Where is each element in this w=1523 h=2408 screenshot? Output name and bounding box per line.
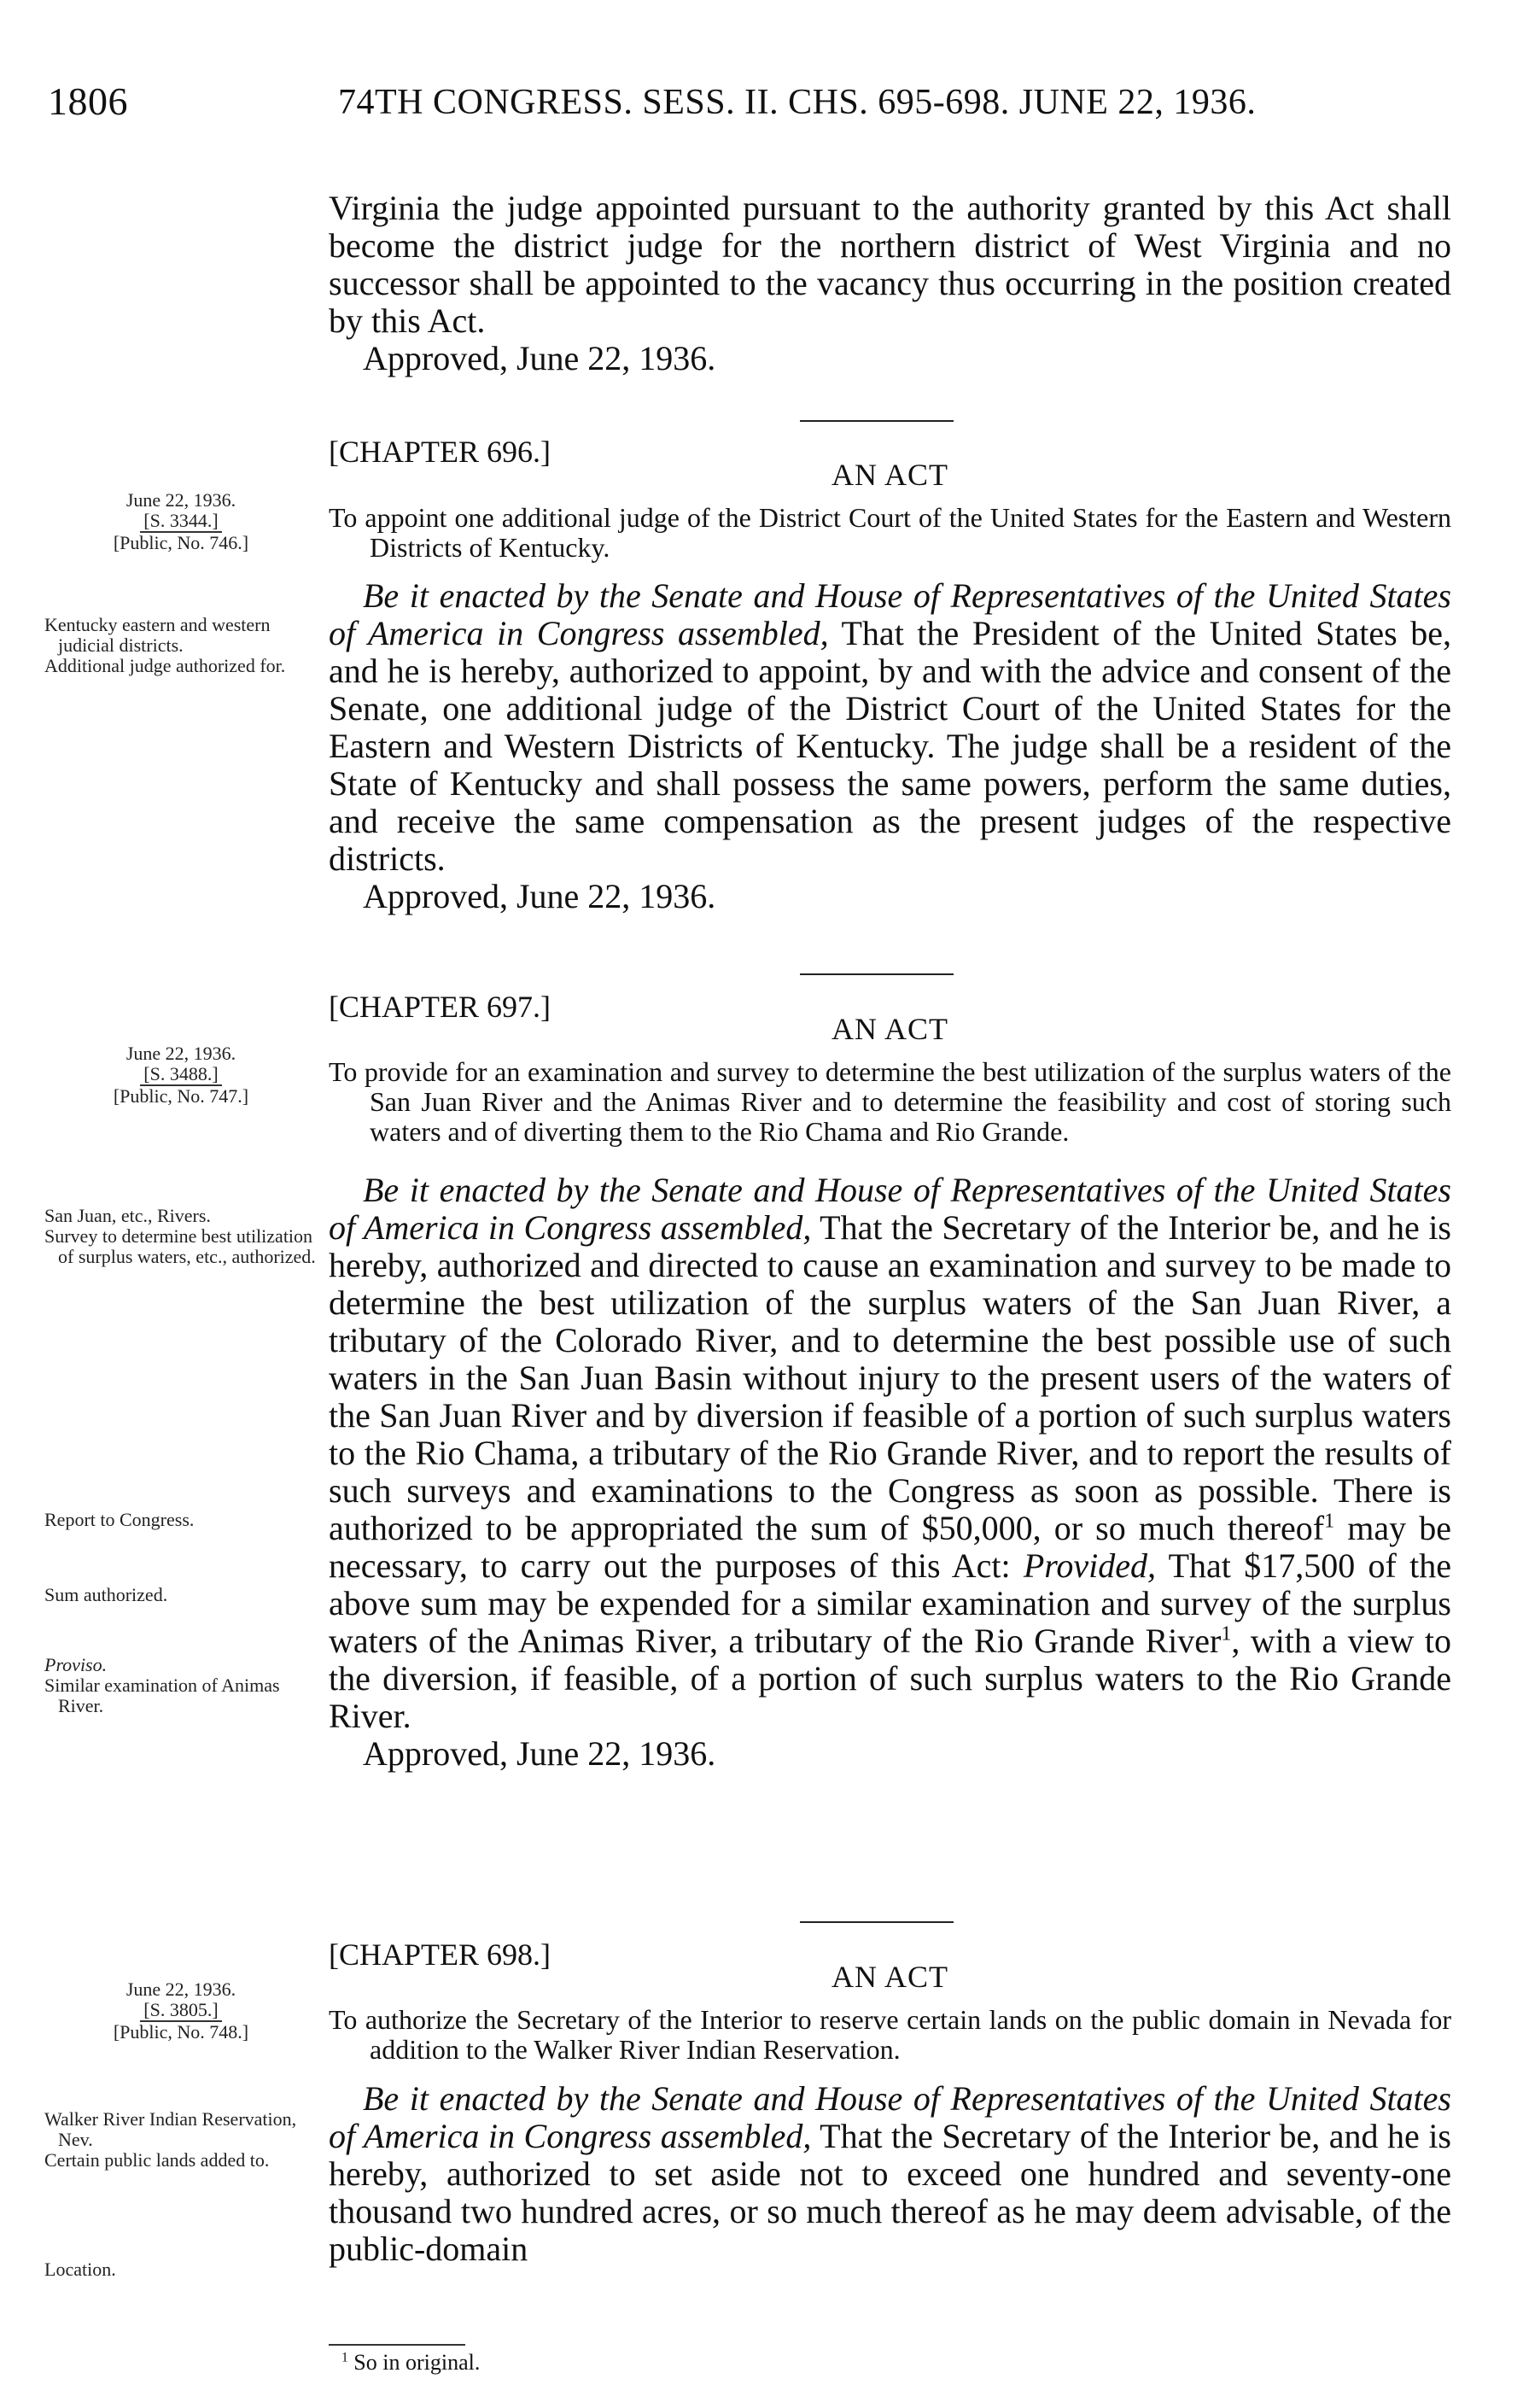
act-title: To appoint one additional judge of the District Court of the United States for the Eastern and Western Districts of Kentucky. [329,502,1451,563]
continuation-paragraph: Virginia the judge appointed pursuant to the authority granted by this Act shall become the district judge for the northern district of West Virginia and no successor shall be appointed to the vacancy thus occurring in the position created by this Act. [329,189,1451,340]
margin-note: San Juan, etc., Rivers. [44,1205,211,1226]
an-act-label: AN ACT [831,1012,948,1046]
margin-note: Similar examination of Animas River. [44,1674,280,1716]
margin-notes [44,2109,318,2171]
margin-citation [44,1979,318,2043]
act-title: To provide for an examination and survey to determine the best utilization of the surplus waters of the San Juan River and the Animas River and to determine the feasibility and cost of storing such waters and of diverting them to the Rio Chama and Rio Grande. [329,1056,1451,1147]
section-text: That the Secretary of the Interior be, and he is hereby, authorized to set aside not to exceed one hundred and seventy-one thousand two hundred acres, or so much thereof as he may deem advisable, of the public-domain [329,2117,1452,2268]
section-rule [800,420,954,422]
proviso-word: Provided, [1023,1546,1157,1585]
margin-date: June 22, 1936. [125,1978,236,2000]
an-act-row [329,1011,1451,1045]
chapter-label: [CHAPTER 698.] [329,1938,551,1972]
enacting-clause: Be it enacted by the Senate and House of Representatives of the United States of America in Congress assembled, [329,2079,1451,2155]
margin-public-law: [Public, No. 746.] [113,532,249,553]
chapter-label: [CHAPTER 696.] [329,435,551,469]
footnote-text: So in original. [353,2350,481,2375]
approved-line: Approved, June 22, 1936. [363,339,716,377]
running-header [48,79,1448,130]
margin-note: Sum authorized. [44,1584,168,1605]
enacting-clause: Be it enacted by the Senate and House of Representatives of the United States of America in Congress assembled, [329,1171,1451,1247]
footnote-mark: 1 [1324,1510,1335,1533]
margin-notes [44,615,318,676]
enacting-paragraph [329,577,1451,878]
margin-citation [44,1043,318,1107]
continuation-block [329,190,1451,377]
margin-notes [44,1655,318,1716]
enacting-paragraph [329,1172,1451,1735]
act-title: To authorize the Secretary of the Interior to reserve certain lands on the public domain in Nevada for addition to the Walker River Indian Reservation. [329,2004,1451,2065]
section-text: , with a view to the diversion, if feasible, of a portion of such surplus waters to the Rio Grande River. [329,1622,1452,1735]
margin-bill-number: [S. 3344.] [140,511,221,533]
margin-notes [44,1206,318,1267]
running-head-text: 74TH CONGRESS. SESS. II. CHS. 695-698. JUNE 22, 1936. [338,83,1257,122]
section-text: may be necessary, to carry out the purposes of this Act: [329,1509,1452,1585]
margin-note: Survey to determine best utilization of surplus waters, etc., authorized. [44,1225,316,1267]
margin-note: Certain public lands added to. [44,2149,270,2171]
section-rule [800,1921,954,1923]
margin-public-law: [Public, No. 747.] [113,1085,249,1107]
approved-line: Approved, June 22, 1936. [363,877,716,915]
margin-note: Additional judge authorized for. [44,655,286,676]
an-act-row [329,1959,1451,1993]
margin-note: Report to Congress. [44,1509,195,1530]
enacting-clause: Be it enacted by the Senate and House of Representatives of the United States of America in Congress assembled, [329,576,1451,652]
section-rule [800,973,954,975]
footnote-mark: 1 [341,2350,348,2365]
margin-date: June 22, 1936. [125,1043,236,1064]
footnote [341,2350,480,2376]
section-text: That the Secretary of the Interior be, and he is hereby, authorized and directed to cause an examination and survey to be made to determine the best utilization of the surplus waters of the San Juan River, a tributary of the Colorado River, and to determine the best possible use of such waters in the San Juan Basin without injury to the present users of the waters of the San Juan River and by diversion if feasible of a portion of such surplus waters to the Rio Chama, a tributary of the Rio Grande River, and to report the results of such surveys and examinations to the Congress as soon as possible. There is authorized to be appropriated the sum of $50,000, or so much thereof [329,1208,1452,1547]
margin-note: Proviso. [44,1654,108,1675]
footnote-mark: 1 [1221,1622,1232,1645]
an-act-label: AN ACT [831,1960,948,1994]
footnote-rule [329,2344,465,2346]
page-number: 1806 [48,79,128,123]
section-text: That $17,500 of the above sum may be expended for a similar examination and survey of the surplus waters of the Animas River, a tributary of the Rio Grande River [329,1546,1452,1660]
chapter-label: [CHAPTER 697.] [329,990,551,1024]
margin-note: Location. [44,2259,116,2280]
margin-bill-number: [S. 3488.] [140,1064,221,1086]
enacting-paragraph [329,2080,1451,2268]
margin-date: June 22, 1936. [125,489,236,511]
an-act-row [329,457,1451,491]
chapter-698-text [329,2080,1451,2268]
margin-citation [44,490,318,553]
chapter-697-text [329,1172,1451,1773]
margin-note: Walker River Indian Reservation, Nev. [44,2108,297,2150]
section-text: That the President of the United States be, and he is hereby, authorized to appoint, by and with the advice and consent of the Senate, one additional judge of the District Court of the United States for the Eastern and Western Districts of Kentucky. The judge shall be a resident of the State of Kentucky and shall possess the same powers, perform the same duties, and receive the same compensation as the present judges of the respective districts. [329,614,1451,878]
an-act-label: AN ACT [831,458,948,492]
chapter-696-text [329,577,1451,915]
margin-public-law: [Public, No. 748.] [113,2021,249,2043]
margin-bill-number: [S. 3805.] [140,2000,221,2022]
approved-line: Approved, June 22, 1936. [363,1734,716,1773]
margin-note: Kentucky eastern and western judicial districts. [44,614,271,656]
